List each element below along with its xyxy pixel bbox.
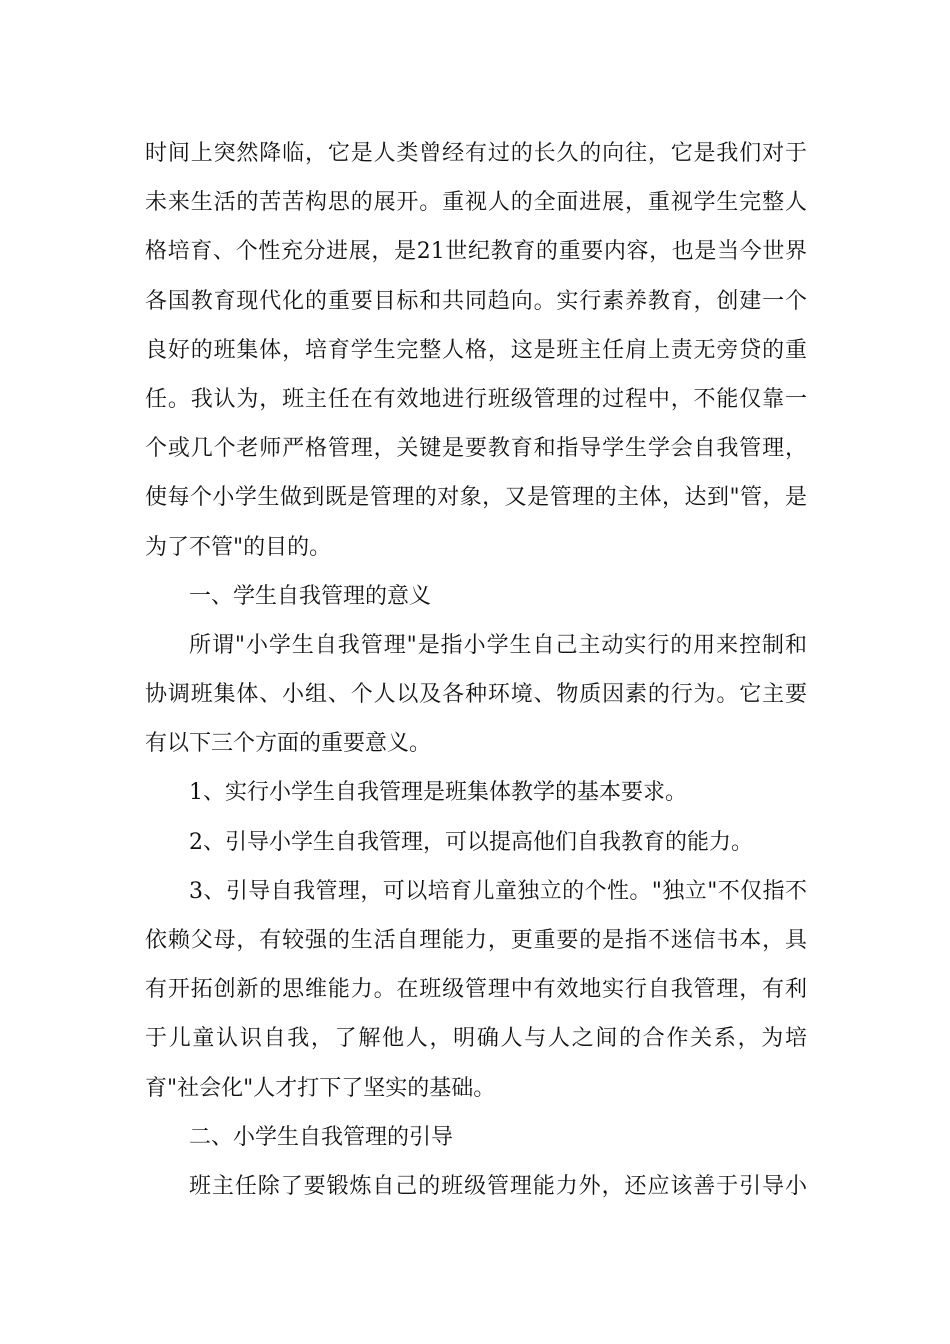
text-line: 为了不管"的目的。 [145,534,332,560]
text-line: 于儿童认识自我，了解他人，明确人与人之间的合作关系，为培 [145,1026,807,1052]
text-line: 班主任除了要锻炼自己的班级管理能力外，还应该善于引导小 [189,1173,807,1199]
text-line: 格培育、个性充分进展，是21世纪教育的重要内容，也是当今世界 [145,239,807,265]
text-line: 3、引导自我管理，可以培育儿童独立的个性。"独立"不仅指不 [189,878,807,904]
document-body [145,129,807,1211]
text-line: 二、小学生自我管理的引导 [189,1124,454,1150]
text-line: 依赖父母，有较强的生活自理能力，更重要的是指不迷信书本，具 [145,928,807,953]
text-line: 协调班集体、小组、个人以及各种环境、物质因素的行为。它主要 [145,682,807,708]
text-line: 所谓"小学生自我管理"是指小学生自己主动实行的用来控制和 [189,632,807,658]
text-line: 良好的班集体，培育学生完整人格，这是班主任肩上责无旁贷的重 [145,337,807,363]
text-line: 时间上突然降临，它是人类曾经有过的长久的向往，它是我们对于 [145,141,807,166]
text-line: 有开拓创新的思维能力。在班级管理中有效地实行自我管理，有利 [145,977,807,1003]
text-line: 个或几个老师严格管理，关键是要教育和指导学生学会自我管理， [145,436,807,462]
text-line: 任。我认为，班主任在有效地进行班级管理的过程中，不能仅靠一 [145,386,807,412]
text-line: 未来生活的苦苦构思的展开。重视人的全面进展，重视学生完整人 [145,190,807,216]
text-line: 有以下三个方面的重要意义。 [145,731,432,757]
text-line: 使每个小学生做到既是管理的对象，又是管理的主体，达到"管，是 [145,485,807,511]
text-line: 育"社会化"人才打下了坚实的基础。 [145,1075,496,1101]
text-line: 一、学生自我管理的意义 [189,583,432,609]
text-line: 1、实行小学生自我管理是班集体教学的基本要求。 [189,780,687,806]
text-line: 各国教育现代化的重要目标和共同趋向。实行素养教育，创建一个 [145,288,807,314]
text-line: 2、引导小学生自我管理，可以提高他们自我教育的能力。 [189,829,753,855]
